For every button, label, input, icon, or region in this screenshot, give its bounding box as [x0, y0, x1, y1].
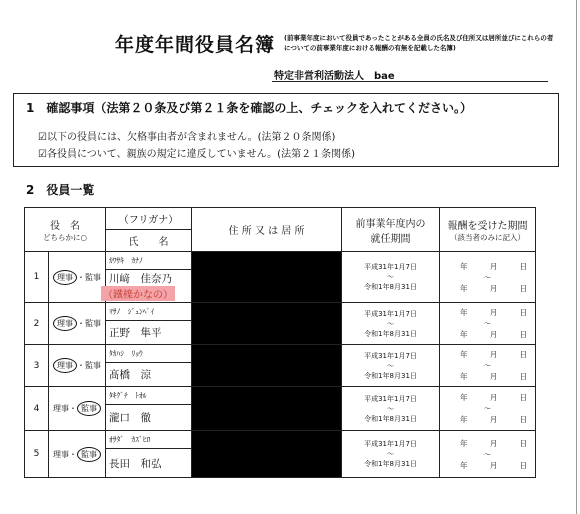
col-header-period: [342, 208, 440, 252]
period-from: 平成31年1月7日: [364, 394, 417, 403]
period-cell: [342, 252, 440, 303]
officer-row: [25, 252, 536, 270]
pay-year-label: 年: [460, 415, 468, 424]
period-from: 平成31年1月7日: [364, 263, 417, 271]
period-tilde: 〜: [387, 319, 394, 328]
row-number: 2: [25, 303, 49, 345]
period-tilde: 〜: [387, 273, 394, 281]
role-header-note: どちらかに○: [42, 232, 88, 242]
col-header-pay: [440, 208, 536, 252]
role-director[interactable]: 理事: [53, 270, 77, 285]
period-cell: [342, 387, 440, 431]
pay-month-label: 月: [489, 350, 498, 359]
corporation-underline: [272, 81, 548, 82]
role-cell: [49, 431, 106, 478]
role-separator: ・: [69, 404, 77, 413]
pay-day-label: 日: [519, 350, 527, 359]
pay-year-label: 年: [460, 308, 468, 317]
row-number: 3: [25, 345, 49, 387]
pay-day-label: 日: [519, 438, 527, 448]
role-separator: ・: [69, 449, 77, 459]
check-item-text: 各役員について、親族の規定に違反していません。(法第２１条関係): [46, 149, 355, 160]
pay-year-label: 年: [460, 261, 468, 271]
pay-header-note: （該当者のみに記入）: [450, 232, 525, 242]
pay-month-label: 月: [489, 283, 498, 293]
officer-name: 髙橋 涼: [109, 369, 151, 381]
role-director[interactable]: 理事: [53, 404, 69, 413]
name-cell: [106, 405, 192, 431]
page-subtitle: (前事業年度において役員であったことがある全員の氏名及び住所又は居所並びにこれらの者についての前事業年度における報酬の有無を記載した名簿): [284, 34, 554, 52]
period-cell: [342, 431, 440, 478]
role-separator: ・: [77, 319, 85, 328]
role-auditor[interactable]: 監事: [77, 401, 101, 416]
period-tilde: 〜: [387, 404, 394, 413]
period-to: 令和1年8月31日: [364, 329, 417, 338]
checkbox-checked-icon[interactable]: ☑: [38, 132, 47, 143]
row-number: 4: [25, 387, 49, 431]
period-header-line1: 前事業年度内の: [355, 218, 426, 230]
officer-row: [25, 303, 536, 321]
period-from: 平成31年1月7日: [364, 440, 417, 448]
name-cell: [106, 363, 192, 387]
pay-tilde: 〜: [483, 404, 492, 413]
pay-year-label: 年: [460, 438, 468, 448]
page-edge-line: [576, 0, 577, 514]
pay-day-label: 日: [519, 415, 527, 424]
col-header-address: 住 所 又 は 居 所: [192, 208, 342, 252]
pay-day-label: 日: [519, 393, 527, 402]
officer-row: [25, 431, 536, 449]
period-cell: [342, 303, 440, 345]
name-cell: [106, 449, 192, 478]
officer-name: 長田 和弘: [109, 457, 162, 470]
pay-tilde: 〜: [483, 319, 492, 328]
officer-name: 瀧口 徹: [109, 412, 151, 424]
col-header-furigana: （フリガナ）: [106, 208, 192, 230]
role-cell: [49, 303, 106, 345]
check-item-relatives[interactable]: [38, 145, 355, 160]
furigana-cell: ﾀｶﾊｼ ﾘｮｳ: [106, 345, 192, 363]
pay-day-label: 日: [519, 308, 527, 317]
officer-table: [24, 207, 536, 478]
corporation-name: 特定非営利活動法人 bae: [274, 71, 395, 82]
pay-day-label: 日: [519, 460, 527, 470]
pay-from: [440, 349, 535, 360]
pay-tilde: 〜: [483, 272, 492, 282]
pay-month-label: 月: [489, 393, 498, 402]
officer-name: 正野 隼平: [109, 327, 162, 339]
col-header-name: 氏 名: [106, 230, 192, 252]
role-auditor[interactable]: 監事: [85, 361, 101, 370]
pay-year-label: 年: [460, 393, 468, 402]
pay-year-label: 年: [460, 283, 468, 293]
role-auditor[interactable]: 監事: [77, 447, 101, 462]
period-to: 令和1年8月31日: [364, 283, 417, 291]
pay-month-label: 月: [489, 415, 498, 424]
period-cell: [342, 345, 440, 387]
page-title: 年度年間役員名簿: [115, 34, 276, 56]
maiden-name-highlight: （鐵檪かなの）: [101, 286, 175, 301]
furigana-cell: ｵｻﾀﾞ ｶｽﾞﾋﾛ: [106, 431, 192, 449]
address-redacted: [192, 387, 342, 431]
pay-to: [440, 414, 535, 425]
pay-from: [440, 261, 535, 272]
officer-list-heading: 2 役員一覧: [26, 183, 95, 197]
furigana-cell: ﾏｻﾉ ｼﾞｭﾝﾍﾟｲ: [106, 303, 192, 321]
pay-header-text: 報酬を受けた期間: [447, 220, 528, 232]
officer-row: [25, 345, 536, 363]
period-from: 平成31年1月7日: [364, 351, 417, 360]
address-redacted: [192, 345, 342, 387]
role-header-text: 役 名: [50, 220, 80, 232]
pay-to: [440, 283, 535, 294]
confirm-heading: 1 確認事項（法第２０条及び第２１条を確認の上、チェックを入れてください。）: [26, 101, 472, 115]
pay-tilde: 〜: [483, 449, 492, 459]
pay-year-label: 年: [460, 460, 468, 470]
period-from: 平成31年1月7日: [364, 309, 417, 318]
pay-month-label: 月: [489, 372, 498, 381]
pay-month-label: 月: [489, 261, 498, 271]
col-header-role: [25, 208, 106, 252]
pay-month-label: 月: [489, 460, 498, 470]
pay-from: [440, 392, 535, 403]
role-director[interactable]: 理事: [53, 316, 77, 331]
pay-year-label: 年: [460, 372, 468, 381]
period-header-line2: 就任期間: [370, 233, 411, 245]
period-to: 令和1年8月31日: [364, 460, 417, 468]
officer-name: 川﨑 佳奈乃: [109, 273, 172, 285]
pay-cell: [440, 303, 536, 345]
row-number: 1: [25, 252, 49, 303]
role-director[interactable]: 理事: [53, 358, 77, 373]
pay-year-label: 年: [460, 350, 468, 359]
role-cell: [49, 387, 106, 431]
address-redacted: [192, 431, 342, 478]
pay-tilde: 〜: [483, 361, 492, 370]
name-cell: [103, 270, 192, 303]
row-number: 5: [25, 431, 49, 478]
pay-month-label: 月: [489, 438, 498, 448]
pay-day-label: 日: [519, 283, 527, 293]
checkbox-checked-icon[interactable]: ☑: [38, 149, 47, 160]
pay-year-label: 年: [460, 330, 468, 339]
pay-from: [440, 307, 535, 318]
period-to: 令和1年8月31日: [364, 371, 417, 380]
pay-month-label: 月: [489, 330, 498, 339]
furigana-cell: ｶﾜｻｷ ｶﾅﾉ: [106, 252, 192, 270]
pay-month-label: 月: [489, 308, 498, 317]
address-redacted: [192, 252, 342, 303]
period-tilde: 〜: [387, 450, 394, 458]
pay-day-label: 日: [519, 372, 527, 381]
pay-day-label: 日: [519, 330, 527, 339]
pay-cell: [440, 431, 536, 478]
period-to: 令和1年8月31日: [364, 414, 417, 423]
pay-to: [440, 329, 535, 340]
pay-cell: [440, 345, 536, 387]
role-director[interactable]: 理事: [53, 449, 69, 459]
role-cell: [49, 252, 106, 303]
address-redacted: [192, 303, 342, 345]
pay-from: [440, 438, 535, 449]
period-tilde: 〜: [387, 361, 394, 370]
check-item-text: 以下の役員には、欠格事由者が含まれません。(法第２０条関係): [46, 132, 336, 143]
name-cell: [106, 321, 192, 345]
pay-day-label: 日: [519, 261, 527, 271]
pay-to: [440, 371, 535, 382]
pay-to: [440, 460, 535, 471]
role-separator: ・: [77, 272, 85, 282]
role-cell: [49, 345, 106, 387]
role-separator: ・: [77, 361, 85, 370]
role-auditor[interactable]: 監事: [85, 272, 101, 282]
pay-cell: [440, 252, 536, 303]
pay-cell: [440, 387, 536, 431]
officer-row: [25, 387, 536, 405]
check-item-disqualification[interactable]: [38, 128, 335, 143]
role-auditor[interactable]: 監事: [85, 319, 101, 328]
furigana-cell: ﾀｷｸﾞﾁ ﾄｵﾙ: [106, 387, 192, 405]
